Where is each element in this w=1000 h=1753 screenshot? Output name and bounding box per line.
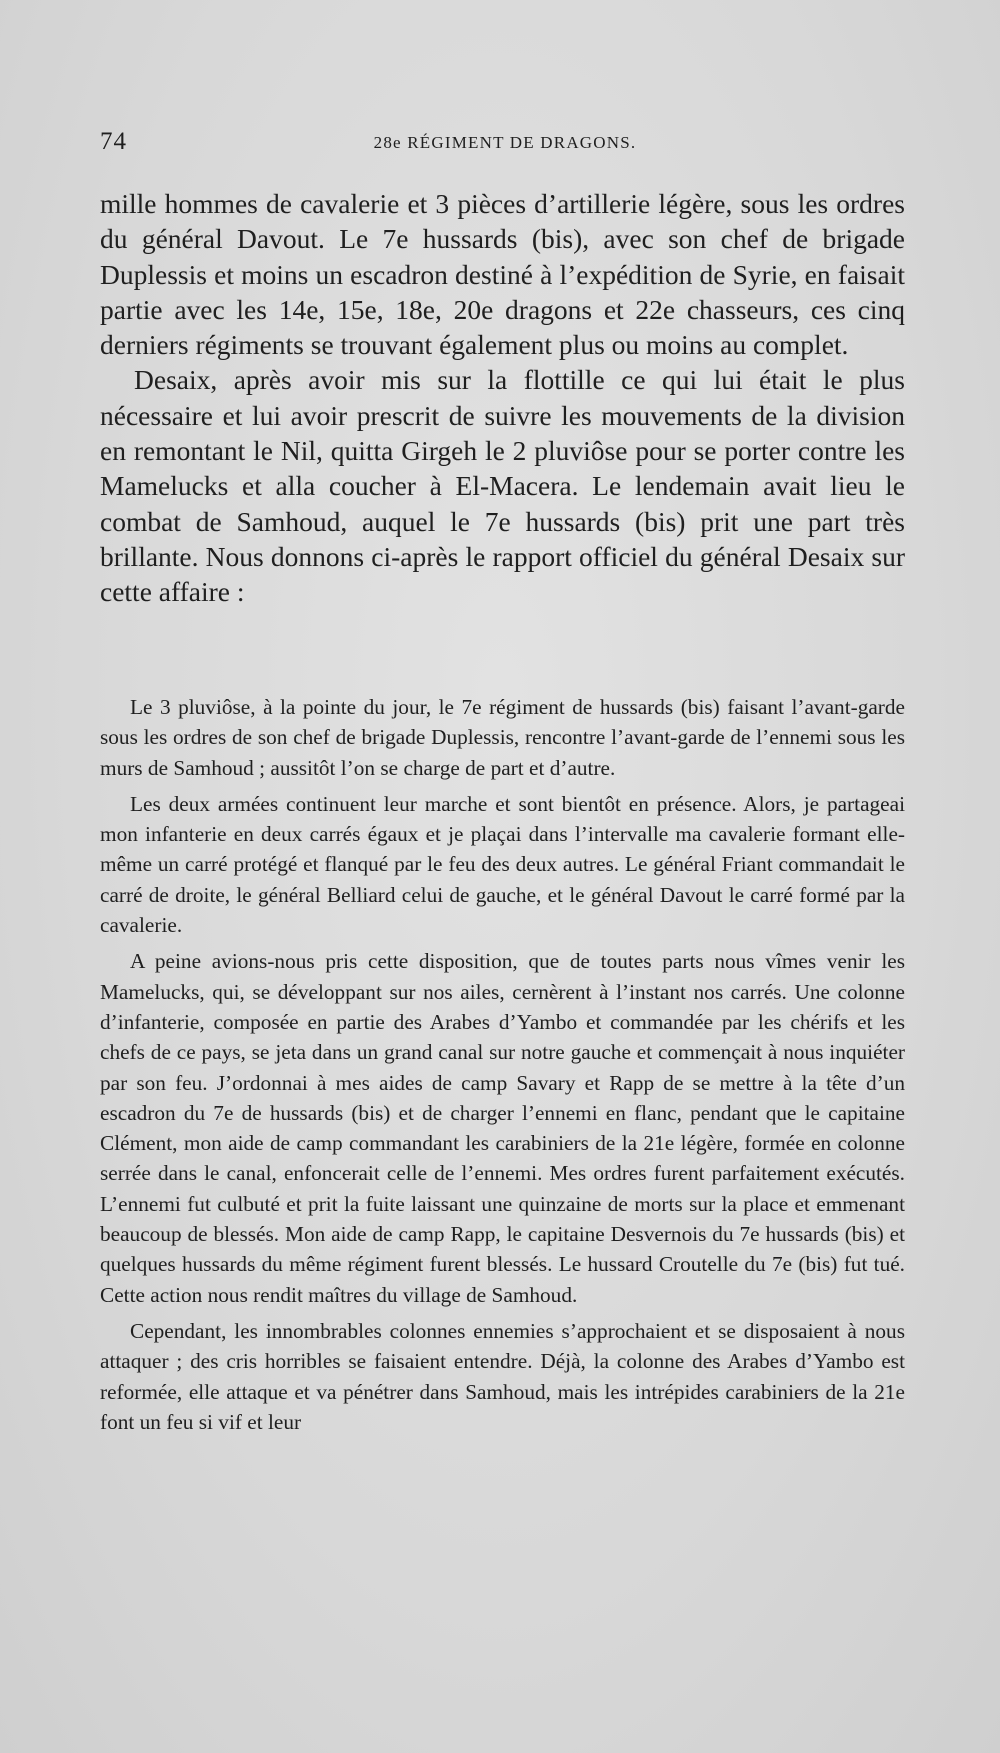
main-text (100, 186, 905, 610)
page-number: 74 (100, 128, 127, 155)
quote-paragraph-3: A peine avions-nous pris cette disposition, que de toutes parts nous vîmes venir les Mamelucks, qui, se développant sur nos ailes, cernèrent à l’instant nos carrés. Une colonne d’infanterie, composée en partie des Arabes d’Yambo et commandée par les chérifs et les chefs de ce pays, se jeta dans un grand canal sur notre gauche et commençait à nous inquiéter par son feu. J’ordonnai à mes aides de camp Savary et Rapp de se mettre à la tête d’un escadron du 7e de hussards (bis) et de charger l’ennemi en flanc, pendant que le capitaine Clément, mon aide de camp commandant les carabiniers de la 21e légère, formée en colonne serrée dans le canal, enfoncerait celle de l’ennemi. Mes ordres furent parfaitement exécutés. L’ennemi fut culbuté et prit la fuite laissant une quinzaine de morts sur la place et emmenant beaucoup de blessés. Mon aide de camp Rapp, le capitaine Desvernois du 7e hussards (bis) et quelques hussards du même régiment furent blessés. Le hussard Croutelle du 7e (bis) fut tué. Cette action nous rendit maîtres du village de Samhoud. (100, 949, 905, 1307)
main-paragraph-1: mille hommes de cavalerie et 3 pièces d’artillerie légère, sous les ordres du général Davout. Le 7e hussards (bis), avec son chef de brigade Duplessis et moins un escadron destiné à l’expédition de Syrie, en faisait partie avec les 14e, 15e, 18e, 20e dragons et 22e chasseurs, ces cinq derniers régiments se trouvant également plus ou moins au complet. (100, 188, 905, 361)
quote-paragraph-2: Les deux armées continuent leur marche et sont bientôt en présence. Alors, je partageai mon infanterie en deux carrés égaux et je plaçai dans l’intervalle ma cavalerie formant elle-même un carré protégé et flanqué par le feu des deux autres. Le général Friant commandait le carré de droite, le général Belliard celui de gauche, et le général Davout le carré formé par la cavalerie. (100, 791, 905, 938)
running-title: 28e RÉGIMENT DE DRAGONS. (373, 133, 637, 152)
quote-paragraph-4: Cependant, les innombrables colonnes ennemies s’approchaient et se disposaient à nous attaquer ; des cris horribles se faisaient entendre. Déjà, la colonne des Arabes d’Yambo est reformée, elle attaque et va pénétrer dans Samhoud, mais les intrépides carabiniers de la 21e font un feu si vif et leur (100, 1318, 905, 1434)
quote-paragraph-1: Le 3 pluviôse, à la pointe du jour, le 7e régiment de hussards (bis) faisant l’avant-garde sous les ordres de son chef de brigade Duplessis, rencontre l’avant-garde de l’ennemi sous les murs de Samhoud ; aussitôt l’on se charge de part et d’autre. (100, 695, 905, 780)
main-paragraph-2: Desaix, après avoir mis sur la flottille ce qui lui était le plus nécessaire et lui avoir prescrit de suivre les mouvements de la division en remontant le Nil, quitta Girgeh le 2 pluviôse pour se porter contre les Mamelucks et alla coucher à El-Macera. Le lendemain avait lieu le combat de Samhoud, auquel le 7e hussards (bis) prit une part très brillante. Nous donnons ci-après le rapport officiel du général Desaix sur cette affaire : (100, 364, 905, 608)
official-report-quote (100, 692, 905, 1443)
page-header (100, 128, 900, 164)
